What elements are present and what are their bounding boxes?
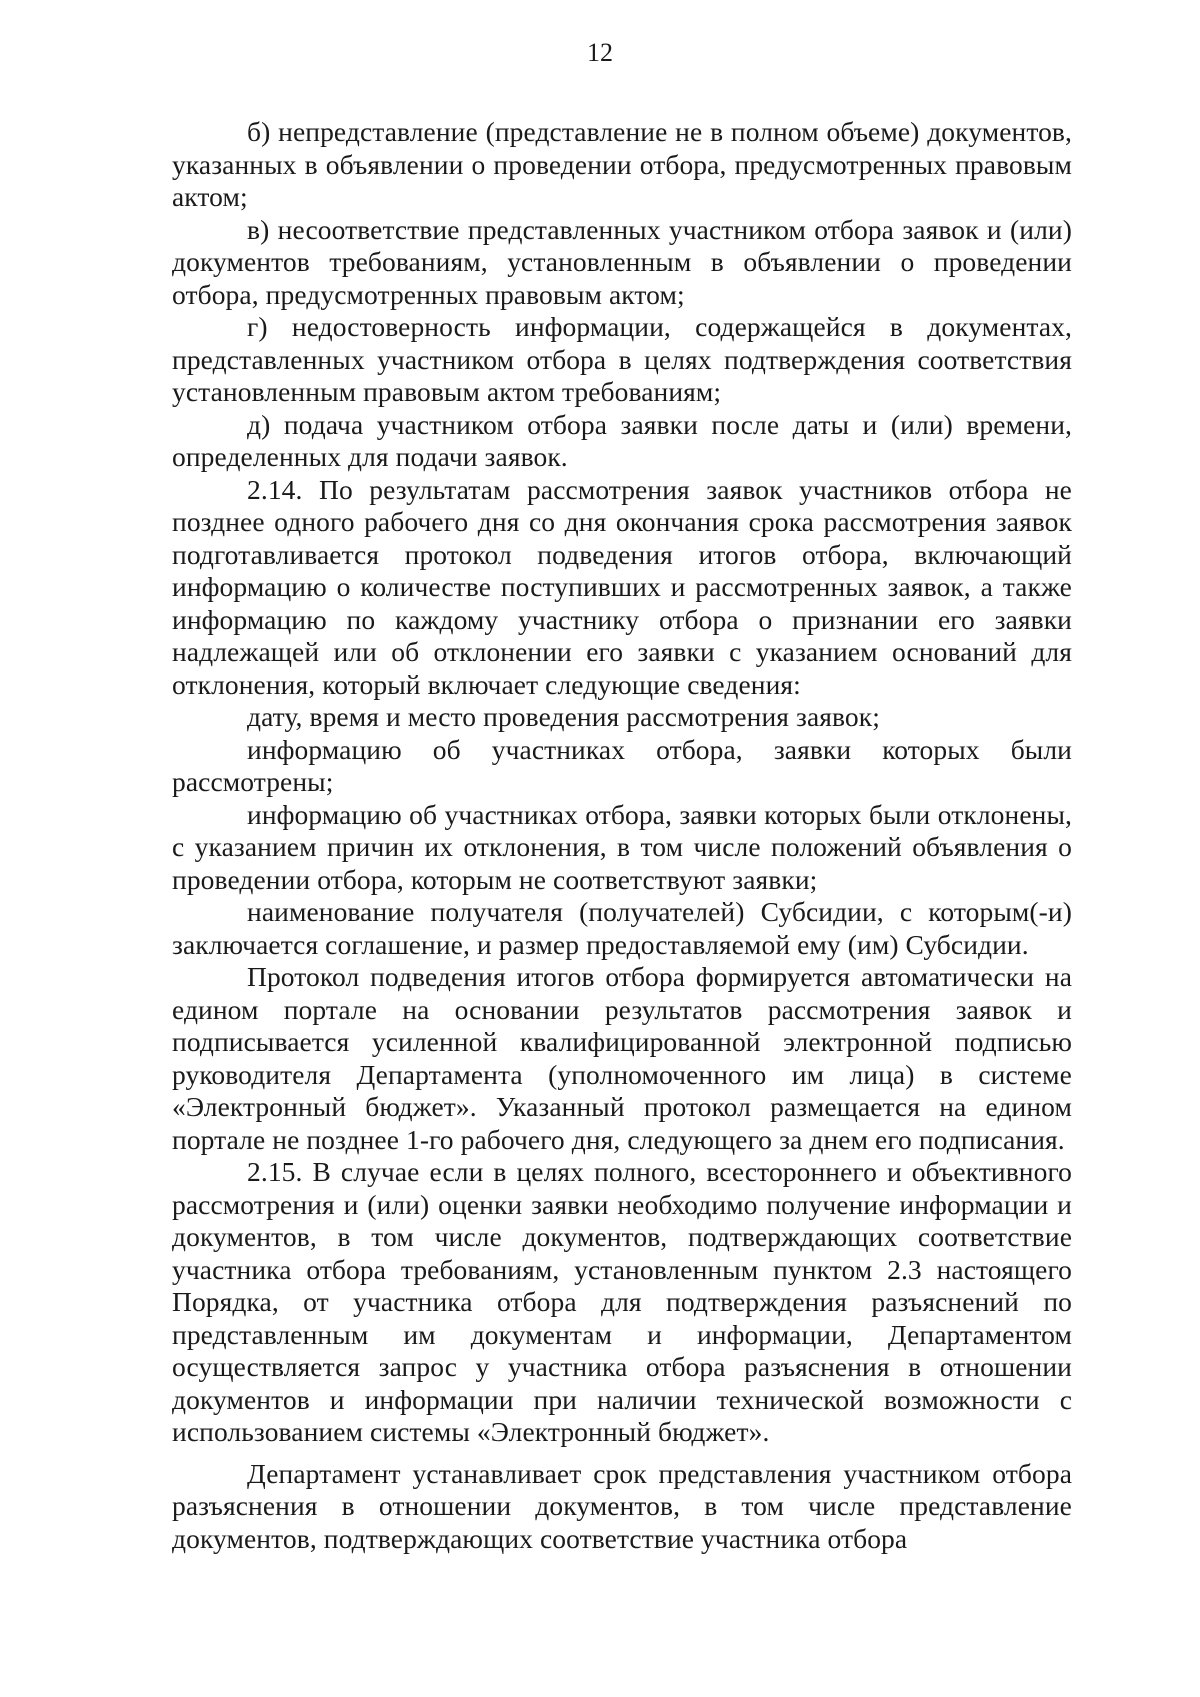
paragraph-item-v: в) несоответствие представленных участником отбора заявок и (или) документов требованиям, установленным в объявлении о проведении отбора, предусмотренных правовым актом; <box>172 213 1072 310</box>
paragraph-section-2-15: 2.15. В случае если в целях полного, всестороннего и объективного рассмотрения и (или) оценки заявки необходимо получение информации и документов, в том числе документов, подтверждающих соответствие участника отбора требованиям, установленным пунктом 2.3 настоящего Порядка, от участника отбора для подтверждения разъяснений по представленным им документам и информации, Департаментом осуществляется запрос у участника отбора разъяснения в отношении документов и информации при наличии технической возможности с использованием системы «Электронный бюджет». <box>172 1156 1072 1447</box>
paragraph-protocol-date: дату, время и место проведения рассмотрения заявок; <box>247 701 880 732</box>
paragraph-department-deadline: Департамент устанавливает срок представления участником отбора разъяснения в отношении документов, в том числе представление документов, подтверждающих соответствие участника отбора <box>172 1457 1072 1554</box>
paragraph-item-b: б) непредставление (представление не в полном объеме) документов, указанных в объявлении о проведении отбора, предусмотренных правовым актом; <box>172 116 1072 212</box>
paragraph-section-2-14: 2.14. По результатам рассмотрения заявок участников отбора не позднее одного рабочего дня со дня окончания срока рассмотрения заявок подготавливается протокол подведения итогов отбора, включающий информацию о количестве поступивших и рассмотренных заявок, а также информацию по каждому участнику отбора о признании его заявки надлежащей или об отклонении его заявки с указанием оснований для отклонения, который включает следующие сведения: <box>172 473 1072 700</box>
document-body <box>172 116 1072 1555</box>
paragraph-item-d: д) подача участником отбора заявки после даты и (или) времени, определенных для подачи заявок. <box>172 408 1072 472</box>
paragraph-protocol-recipient: наименование получателя (получателей) Субсидии, с которым(-и) заключается соглашение, и размер предоставляемой ему (им) Субсидии. <box>172 896 1072 960</box>
paragraph-protocol-formation: Протокол подведения итогов отбора формируется автоматически на едином портале на основании результатов рассмотрения заявок и подписывается усиленной квалифицированной электронной подписью руководителя Департамента (уполномоченного им лица) в системе «Электронный бюджет». Указанный протокол размещается на едином портале не позднее 1-го рабочего дня, следующего за днем его подписания. <box>172 961 1072 1155</box>
page-number: 12 <box>587 38 613 67</box>
paragraph-protocol-rejected: информацию об участниках отбора, заявки которых были отклонены, с указанием причин их отклонения, в том числе положений объявления о проведении отбора, которым не соответствуют заявки; <box>172 798 1072 895</box>
paragraph-protocol-reviewed: информацию об участниках отбора, заявки которых были рассмотрены; <box>172 733 1072 797</box>
paragraph-item-g: г) недостоверность информации, содержащейся в документах, представленных участником отбора в целях подтверждения соответствия установленным правовым актом требованиям; <box>172 311 1072 407</box>
